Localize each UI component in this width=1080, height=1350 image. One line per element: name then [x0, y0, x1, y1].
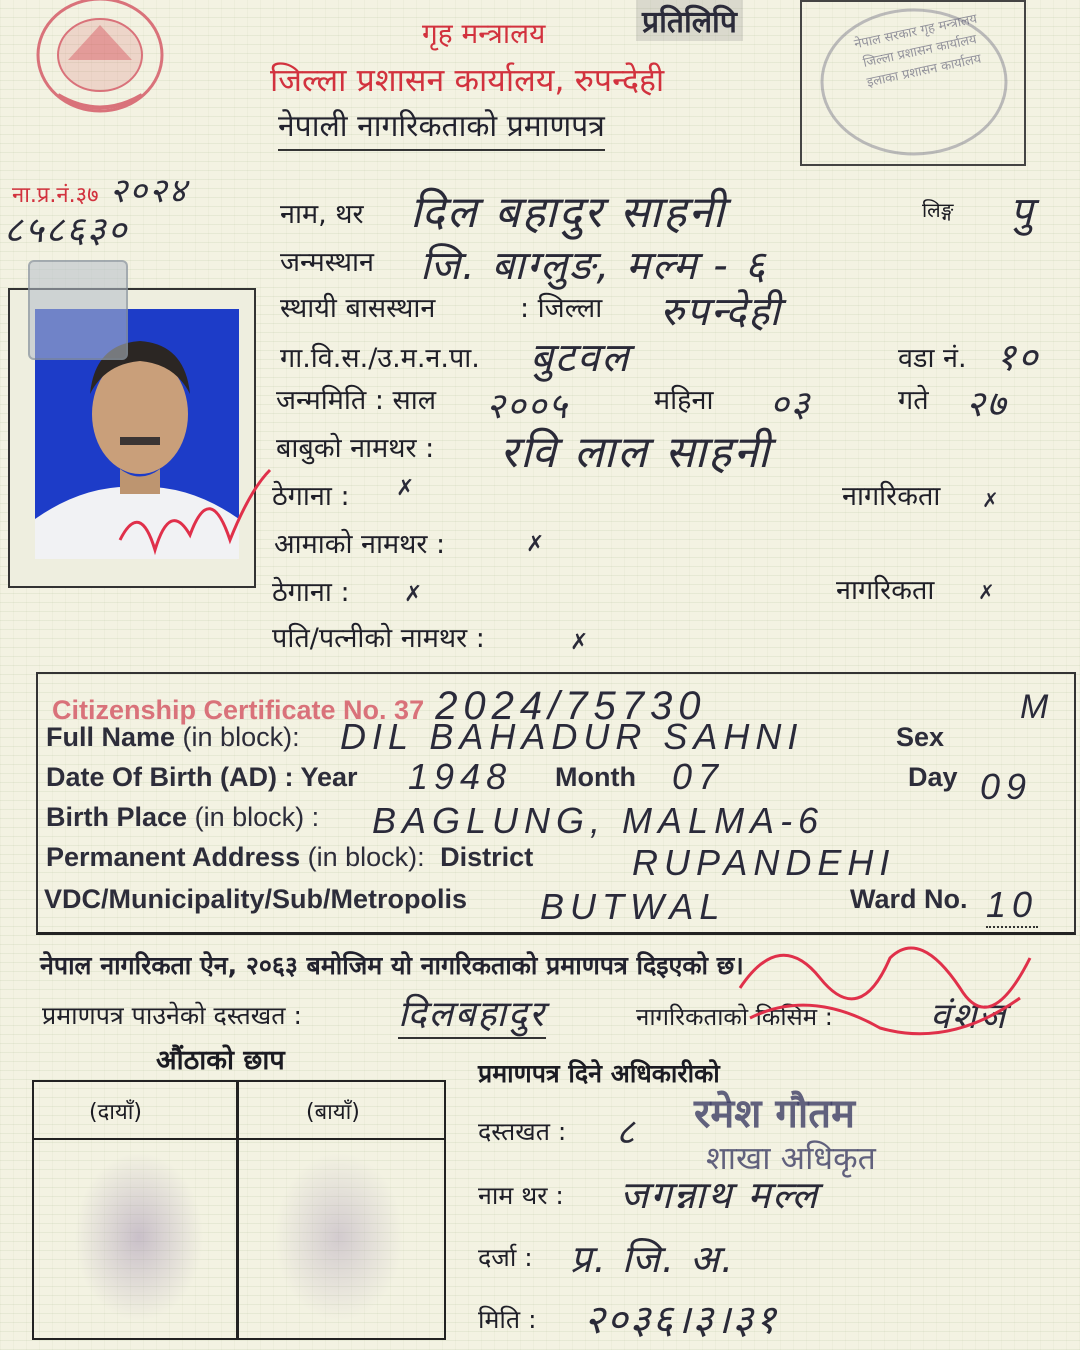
permanent-label-en: Permanent Address — [46, 842, 301, 872]
full-name-value: DIL BAHADUR SAHNI — [340, 716, 804, 757]
address2-value: ✗ — [404, 582, 425, 607]
dob-year-np: २००५ — [486, 386, 569, 427]
vdc-label-en: VDC/Municipality/Sub/Metropolis — [44, 884, 468, 914]
office-heading: जिल्ला प्रशासन कार्यालय, रुपन्देही — [270, 61, 665, 99]
officer-signature-label: दस्तखत : — [478, 1117, 567, 1146]
act-statement: नेपाल नागरिकता ऐन, २०६३ बमोजिम यो नागरिकताको प्रमाणपत्र दिइएको छ। — [40, 951, 744, 980]
office-seal-box — [800, 0, 1026, 166]
right-thumbprint — [74, 1152, 204, 1322]
dob-month-en: 07 — [672, 756, 725, 797]
nepal-emblem-seal — [28, 0, 173, 125]
cert-no-label: ना.प्र.नं. — [12, 183, 76, 208]
dob-day-label-np: गते — [898, 385, 929, 416]
dob-year-en: 1948 — [408, 756, 513, 797]
permanent-hint-en: (in block): — [307, 842, 425, 872]
permanent-row-en — [46, 842, 533, 873]
father-value: रवि लाल साहनी — [500, 427, 772, 478]
cert-no-english-value: 2024/75730 — [435, 684, 707, 728]
address1-value: ✗ — [396, 476, 417, 501]
mother-label: आमाको नामथर : — [274, 529, 446, 560]
thumb-divider-horizontal — [34, 1138, 444, 1140]
sex-value-en: M — [1020, 688, 1055, 726]
red-approval-stamp — [720, 918, 1050, 1058]
district-label-en: District — [440, 842, 534, 872]
cert-no-year: २०२४ — [109, 171, 189, 211]
full-name-row — [46, 722, 300, 753]
officer-rank-value: प्र. जि. अ. — [570, 1237, 736, 1281]
dob-month-label-en: Month — [555, 762, 636, 792]
dob-day-label-en: Day — [908, 762, 958, 792]
municipality-label-np: गा.वि.स./उ.म.न.पा. — [280, 343, 480, 374]
name-label: नाम, थर — [280, 199, 364, 230]
spouse-value: ✗ — [570, 630, 591, 655]
photo-corner-seal — [28, 260, 128, 360]
district-label-np: : जिल्ला — [520, 293, 603, 324]
document-title: नेपाली नागरिकताको प्रमाणपत्र — [278, 104, 605, 151]
citizenship1-label: नागरिकता — [842, 481, 941, 512]
officer-stamp-title: शाखा अधिकृत — [706, 1139, 876, 1177]
mother-value: ✗ — [526, 532, 547, 557]
citizenship-type-label: नागरिकताको किसिम : — [636, 1003, 833, 1031]
sex-label-en: Sex — [896, 722, 945, 752]
issue-date-value: २०३६।३।३१ — [584, 1297, 778, 1343]
full-name-label: Full Name — [46, 722, 176, 752]
district-value-np: रुपन्देही — [660, 289, 782, 335]
officer-signature: ८ — [616, 1112, 637, 1153]
thumbprint-title: औंठाको छाप — [156, 1045, 285, 1076]
photo-signature-mark — [100, 440, 300, 580]
ward-value-en: 10 — [986, 884, 1038, 928]
dob-day-en: 09 — [980, 766, 1033, 807]
cert-no-printed: ३७ — [75, 183, 99, 208]
dob-day-np: २७ — [966, 384, 1008, 425]
ward-value-np: १० — [996, 335, 1040, 379]
birthplace-label-en: Birth Place — [46, 802, 188, 832]
ward-label-en: Ward No. — [850, 884, 968, 914]
ward-label-np: वडा नं. — [898, 343, 967, 374]
citizenship-type-value: वंशज — [930, 996, 1008, 1037]
copy-stamp: प्रतिलिपि — [636, 0, 743, 41]
father-label: बाबुको नामथर : — [276, 433, 435, 464]
spouse-label: पति/पत्नीको नामथर : — [272, 623, 485, 654]
dob-label-np: जन्ममिति : साल — [276, 385, 437, 416]
ministry-heading: गृह मन्त्रालय — [422, 17, 546, 50]
birthplace-row-en — [46, 802, 319, 833]
birthplace-hint-en: (in block) : — [194, 802, 320, 832]
sex-label-np: लिङ्ग — [922, 198, 954, 222]
citizenship2-label: नागरिकता — [836, 575, 935, 606]
officer-rank-label: दर्जा : — [478, 1243, 533, 1272]
thumb-right-label: (दायाँ) — [89, 1100, 143, 1125]
citizenship2-value: ✗ — [978, 580, 997, 604]
cert-no-number: ८५८६३० — [4, 210, 129, 251]
dob-label-en: Date Of Birth (AD) : Year — [46, 762, 358, 792]
thumb-divider-vertical — [236, 1082, 239, 1338]
birthplace-label: जन्मस्थान — [280, 247, 374, 278]
officer-name-value: जगन्नाथ मल्ल — [620, 1173, 820, 1217]
birthplace-value-en: BAGLUNG, MALMA-6 — [372, 800, 825, 841]
officer-title: प्रमाणपत्र दिने अधिकारीको — [478, 1059, 720, 1088]
thumb-left-label: (बायाँ) — [306, 1100, 360, 1125]
cert-no-english-label: Citizenship Certificate No. 37 — [52, 695, 425, 725]
citizenship1-value: ✗ — [982, 488, 1001, 512]
officer-name-label: नाम थर : — [478, 1181, 564, 1210]
birthplace-value: जि. बाग्लुङ, मल्म - ६ — [420, 243, 768, 289]
district-value-en: RUPANDEHI — [632, 842, 896, 883]
address1-label: ठेगाना : — [272, 481, 350, 512]
thumbprint-table — [32, 1080, 446, 1340]
address2-label: ठेगाना : — [272, 577, 350, 608]
officer-stamp-name: रमेश गौतम — [694, 1091, 856, 1137]
photo-frame — [8, 288, 256, 588]
vdc-value-en: BUTWAL — [540, 886, 726, 927]
left-thumbprint — [274, 1152, 404, 1322]
dob-month-np: ०३ — [770, 384, 812, 425]
office-seal-text: नेपाल सरकार गृह मन्त्रालय जिल्ला प्रशासन कार्यालय इलाका प्रशासन कार्यालय — [852, 11, 983, 91]
issue-date-label: मिति : — [478, 1305, 537, 1334]
permanent-address-label: स्थायी बासस्थान — [280, 293, 436, 324]
name-value: दिल बहादुर साहनी — [410, 187, 727, 238]
dob-month-label-np: महिना — [654, 385, 714, 416]
recipient-signature-label: प्रमाणपत्र पाउनेको दस्तखत : — [42, 1001, 302, 1030]
municipality-value-np: बुटवल — [530, 335, 631, 381]
sex-value-np: पु — [1010, 189, 1035, 235]
full-name-hint: (in block): — [182, 722, 300, 752]
recipient-signature: दिलबहादुर — [398, 988, 546, 1039]
